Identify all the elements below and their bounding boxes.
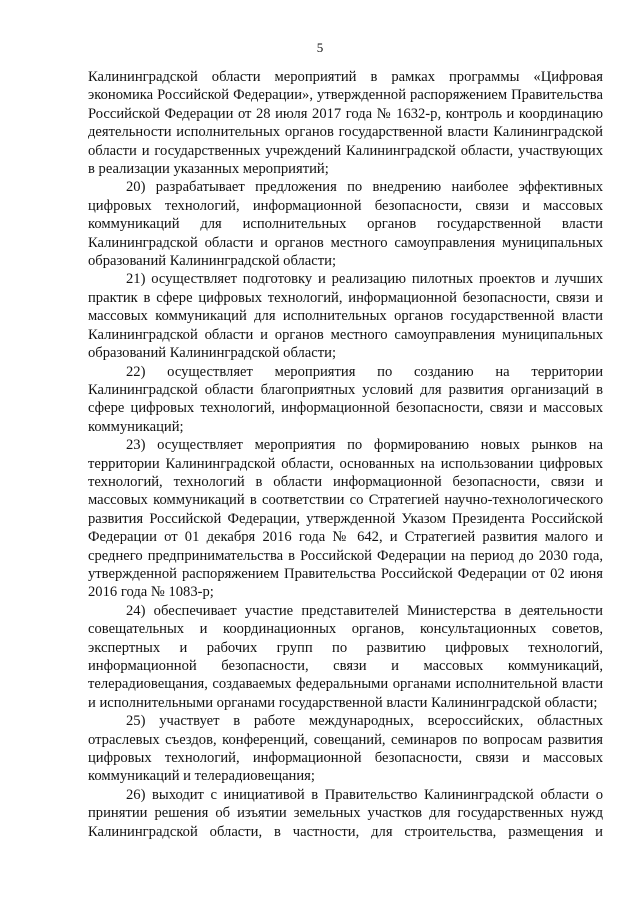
paragraph-item-26: 26) выходит с инициативой в Правительство Калининградской области о принятии решения об изъятии земельных участков для государственных нужд Калининградской области, в частности, для строительства, размещения и [88, 786, 603, 840]
paragraph-item-24: 24) обеспечивает участие представителей Министерства в деятельности совещательных и координационных органов, консультационных советов, экспертных и рабочих групп по развитию цифровых технологий, информационной безопасности, связи и массовых коммуникаций, телерадиовещания, создаваемых федеральными органами исполнительной власти и исполнительными органами государственной власти Калининградской области; [88, 602, 603, 711]
page-number: 5 [316, 40, 324, 55]
paragraph-item-23: 23) осуществляет мероприятия по формированию новых рынков на территории Калининградской области, основанных на использовании цифровых технологий, технологий в области информационной безопасности, связи и массовых коммуникаций в соответствии со Стратегией научно-технологического развития Российской Федерации, утвержденной Указом Президента Российской Федерации от 01 декабря 2016 года № 642, и Стратегией развития малого и среднего предпринимательства в Российской Федерации на период до 2030 года, утвержденной распоряжением Правительства Российской Федерации от 02 июня 2016 года № 1083-р; [88, 437, 603, 601]
document-body [88, 68, 603, 841]
paragraph-item-25: 25) участвует в работе международных, всероссийских, областных отраслевых съездов, конференций, совещаний, семинаров по вопросам развития цифровых технологий, информационной безопасности, связи и массовых коммуникаций и телерадиовещания; [88, 713, 603, 785]
paragraph-item-22: 22) осуществляет мероприятия по созданию на территории Калининградской области благоприятных условий для развития организаций в сфере цифровых технологий, информационной безопасности, связи и массовых коммуникаций; [88, 363, 603, 435]
paragraph-item-21: 21) осуществляет подготовку и реализацию пилотных проектов и лучших практик в сфере цифровых технологий, информационной безопасности, связи и массовых коммуникаций для исполнительных органов государственной власти Калининградской области и органов местного самоуправления муниципальных образований Калининградской области; [88, 271, 603, 362]
paragraph-continuation: Калининградской области мероприятий в рамках программы «Цифровая экономика Российской Федерации», утвержденной распоряжением Правительства Российской Федерации от 28 июля 2017 года № 1632-р, контроль и координацию деятельности исполнительных органов государственной власти Калининградской области и государственных учреждений Калининградской области, участвующих в реализации указанных мероприятий; [88, 69, 603, 178]
paragraph-item-20: 20) разрабатывает предложения по внедрению наиболее эффективных цифровых технологий, информационной безопасности, связи и массовых коммуникаций для исполнительных органов государственной власти Калининградской области и органов местного самоуправления муниципальных образований Калининградской области; [88, 179, 603, 270]
